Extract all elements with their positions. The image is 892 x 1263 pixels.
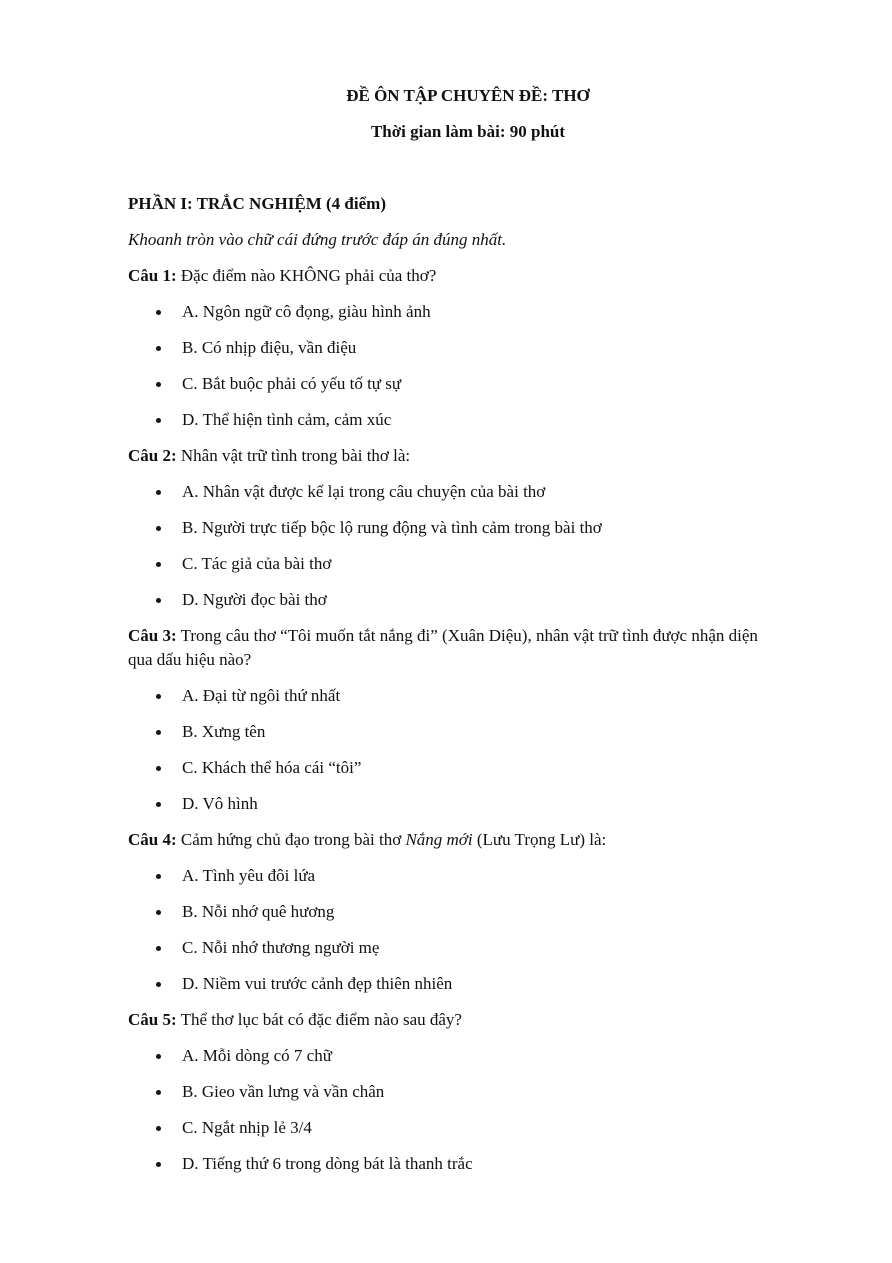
bullet-icon [156, 1162, 161, 1167]
bullet-icon [156, 910, 161, 915]
question-text: Đặc điểm nào KHÔNG phải của thơ? [176, 266, 437, 285]
bullet-icon [156, 694, 161, 699]
option-2d: D. Người đọc bài thơ [182, 590, 327, 609]
question-number: Câu 1: [128, 266, 177, 285]
bullet-icon [156, 526, 161, 531]
bullet-icon [156, 1090, 161, 1095]
option-3b: B. Xưng tên [182, 722, 266, 741]
bullet-icon [156, 874, 161, 879]
question-1 [128, 266, 436, 286]
option-4c: C. Nỗi nhớ thương người mẹ [182, 938, 380, 957]
option-5d: D. Tiếng thứ 6 trong dòng bát là thanh trắc [182, 1154, 473, 1173]
question-text: Nhân vật trữ tình trong bài thơ là: [176, 446, 411, 465]
question-2 [128, 446, 410, 466]
question-number: Câu 3: [128, 626, 177, 645]
option-2a: A. Nhân vật được kể lại trong câu chuyện của bài thơ [182, 482, 546, 501]
bullet-icon [156, 982, 161, 987]
option-3d: D. Vô hình [182, 794, 258, 813]
question-text: Cảm hứng chủ đạo trong bài thơ [176, 830, 406, 849]
option-4a: A. Tình yêu đôi lứa [182, 866, 316, 885]
section-instruction: Khoanh tròn vào chữ cái đứng trước đáp án đúng nhất. [128, 230, 507, 249]
option-1d: D. Thể hiện tình cảm, cảm xúc [182, 410, 392, 429]
option-4b: B. Nỗi nhớ quê hương [182, 902, 335, 921]
option-5a: A. Mỗi dòng có 7 chữ [182, 1046, 332, 1065]
question-text-after: (Lưu Trọng Lư) là: [472, 830, 607, 849]
question-number: Câu 2: [128, 446, 177, 465]
section-title: PHẦN I: TRẮC NGHIỆM (4 điểm) [128, 194, 386, 213]
poem-title: Nắng mới [405, 830, 473, 849]
question-text: Trong câu thơ “Tôi muốn tắt nắng đi” (Xuân Diệu), nhân vật trữ tình được nhận diện [176, 626, 758, 645]
option-2b: B. Người trực tiếp bộc lộ rung động và tình cảm trong bài thơ [182, 518, 602, 537]
bullet-icon [156, 1054, 161, 1059]
exam-time: Thời gian làm bài: 90 phút [370, 122, 566, 141]
bullet-icon [156, 802, 161, 807]
bullet-icon [156, 598, 161, 603]
question-number: Câu 4: [128, 830, 177, 849]
question-3-continued: qua dấu hiệu nào? [128, 650, 252, 669]
option-1b: B. Có nhịp điệu, vần điệu [182, 338, 357, 357]
bullet-icon [156, 346, 161, 351]
option-4d: D. Niềm vui trước cảnh đẹp thiên nhiên [182, 974, 453, 993]
bullet-icon [156, 490, 161, 495]
bullet-icon [156, 730, 161, 735]
bullet-icon [156, 418, 161, 423]
option-5b: B. Gieo vần lưng và vần chân [182, 1082, 385, 1101]
bullet-icon [156, 382, 161, 387]
question-4 [128, 830, 606, 850]
question-3 [128, 626, 758, 646]
document-title: ĐỀ ÔN TẬP CHUYÊN ĐỀ: THƠ [346, 86, 590, 105]
bullet-icon [156, 766, 161, 771]
option-3c: C. Khách thể hóa cái “tôi” [182, 758, 362, 777]
bullet-icon [156, 562, 161, 567]
bullet-icon [156, 946, 161, 951]
option-5c: C. Ngắt nhịp lẻ 3/4 [182, 1118, 312, 1137]
question-text: Thể thơ lục bát có đặc điểm nào sau đây? [176, 1010, 462, 1029]
option-1a: A. Ngôn ngữ cô đọng, giàu hình ảnh [182, 302, 431, 321]
question-number: Câu 5: [128, 1010, 177, 1029]
bullet-icon [156, 310, 161, 315]
option-1c: C. Bắt buộc phải có yếu tố tự sự [182, 374, 402, 393]
question-5 [128, 1010, 462, 1030]
option-3a: A. Đại từ ngôi thứ nhất [182, 686, 341, 705]
bullet-icon [156, 1126, 161, 1131]
option-2c: C. Tác giả của bài thơ [182, 554, 332, 573]
